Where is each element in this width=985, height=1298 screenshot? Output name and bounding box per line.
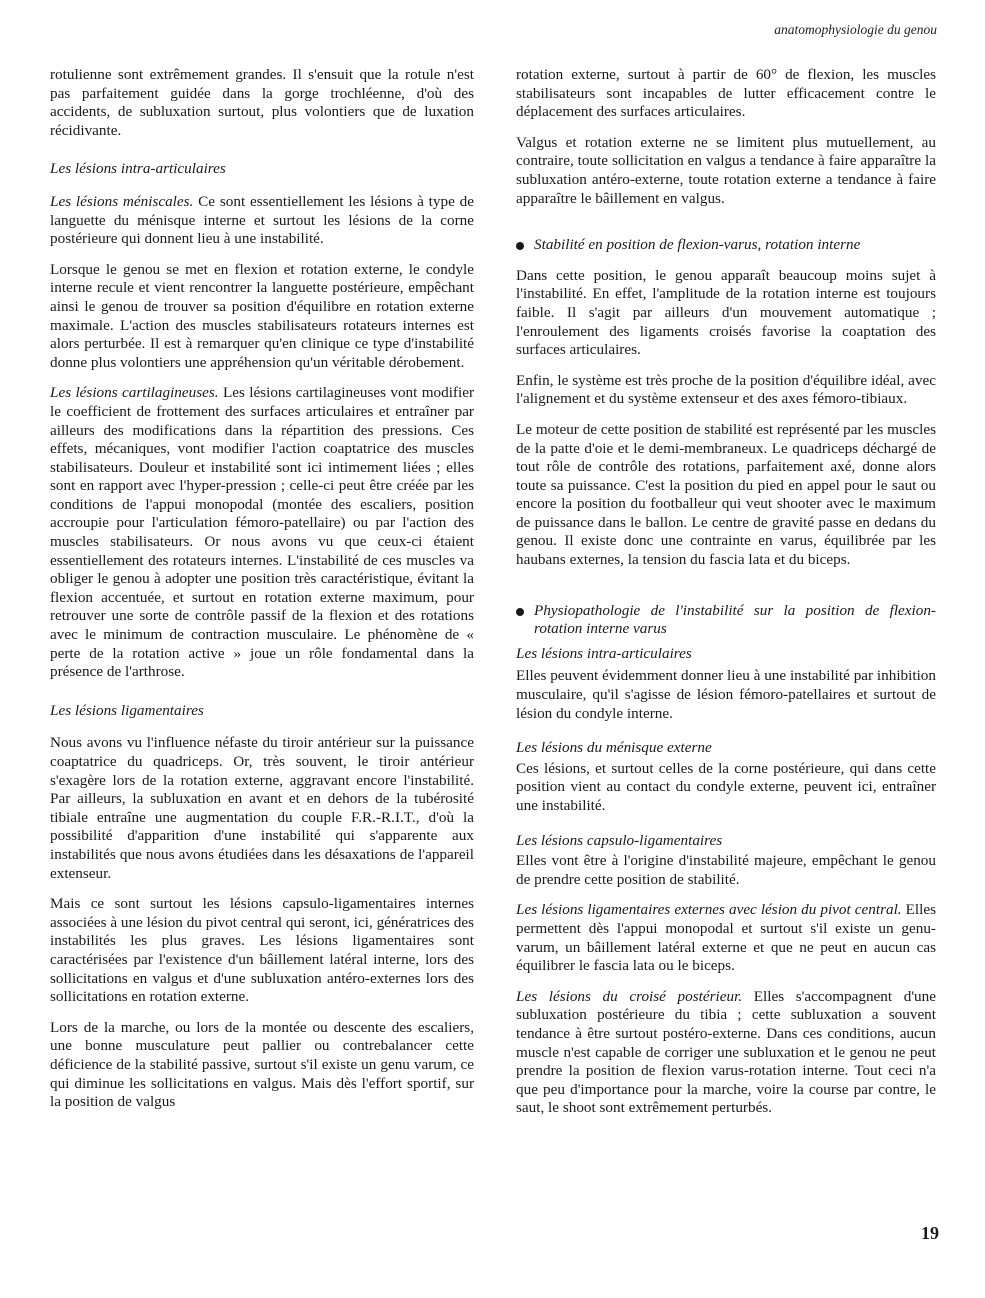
paragraph-lead: Les lésions ligamentaires externes avec lésion du pivot central.: [516, 901, 902, 919]
paragraph-lead: Les lésions cartilagineuses.: [50, 384, 219, 402]
paragraph-cartilagineuses: [50, 384, 474, 682]
paragraph: Dans cette position, le genou apparaît beaucoup moins sujet à l'instabilité. En effet, l'amplitude de la rotation interne est toujours faible. Il s'agit par ailleurs d'un mouvement automatique ; l'enroulement des ligaments croisés favorise la coaptation des surfaces articulaires.: [516, 266, 936, 359]
paragraph-lead: Les lésions du croisé postérieur.: [516, 987, 743, 1005]
paragraph-body: Les lésions cartilagineuses vont modifier le coefficient de frottement des surfaces articulaires et entraîner par ailleurs des modifications dans la répartition des pressions. Ces effets, mécaniques, vont modifier l'action coaptatrice des muscles stabilisateurs. Douleur et instabilité sont ici intimement liées ; elles sont en rapport avec l'hyper-pression ; celle-ci peut être créée par les conditions de l'appui monopodal (montée des escaliers, position accroupie pour l'articulation fémoro-patellaire) ou par l'action des muscles stabilisateurs. Or nous avons vu que ceux-ci étaient essentiellement des rotateurs internes. L'instabilité de ces muscles va obliger le genou à adopter une position très caractéristique, évitant la flexion accentuée, et surtout en rotation externe maximum, pour retrouver une sorte de contrôle passif de la flexion et des rotations avec le minimum de contraction musculaire. Le phénomène de « perte de la rotation active » joue un rôle fondamental dans la présence de l'arthrose.: [50, 384, 475, 681]
subheading-intra-articulaires: Les lésions intra-articulaires: [516, 644, 692, 662]
paragraph: Lorsque le genou se met en flexion et rotation externe, le condyle interne recule et vient rencontrer la languette postérieure, empêchant ainsi le genou de trouver sa position d'équilibre en rotation externe maximale. L'action des muscles stabilisateurs rotateurs internes est alors perturbée. Il est à remarquer qu'en clinique ce type d'instabilité donne plus volontiers une appréhension qu'un véritable dérobement.: [50, 260, 474, 371]
paragraph: Mais ce sont surtout les lésions capsulo-ligamentaires internes associées à une lésion du pivot central qui seront, ici, génératrices des instabilités les plus graves. Les lésions ligamentaires sont caractérisées par l'existence d'un bâillement latéral interne, lors des sollicitations en valgus et d'une subluxation antéro-externes lors des sollicitations en rotation externe.: [50, 895, 474, 1006]
subheading-ligamentaires: Les lésions ligamentaires: [50, 701, 204, 719]
paragraph-croise-posterieur: [516, 988, 936, 1118]
paragraph: Ces lésions, et surtout celles de la corne postérieure, qui dans cette position vient au contact du condyle externe, peuvent ici, entraîner une instabilité.: [516, 759, 936, 814]
bullet-icon: [516, 608, 524, 616]
page-number: 19: [921, 1223, 939, 1243]
left-column: [50, 66, 474, 1124]
paragraph-lead: Les lésions méniscales.: [50, 192, 194, 210]
right-column: [516, 66, 936, 1130]
section-heading-flexion-varus: [516, 236, 936, 255]
paragraph: Elles vont être à l'origine d'instabilité majeure, empêchant le genou de prendre cette position de stabilité.: [516, 852, 936, 888]
section-heading-physiopathologie: [516, 602, 936, 639]
paragraph-ligamentaires-externes: [516, 901, 936, 975]
section-heading-text: Stabilité en position de flexion-varus, rotation interne: [534, 236, 861, 254]
paragraph: rotulienne sont extrêmement grandes. Il s'ensuit que la rotule n'est pas parfaitement guidée dans la gorge trochléenne, d'où des accidents, de subluxation surtout, plus volontiers que de luxation récidivante.: [50, 66, 474, 139]
paragraph: Valgus et rotation externe ne se limitent plus mutuellement, au contraire, toute sollicitation en valgus a tendance à faire apparaître la subluxation antéro-externe, toute rotation externe a tendance à faire apparaître le bâillement en valgus.: [516, 133, 936, 207]
paragraph: Elles peuvent évidemment donner lieu à une instabilité par inhibition musculaire, qu'il s'agisse de lésion fémoro-patellaires et surtout de lésion du condyle interne.: [516, 667, 936, 722]
paragraph-meniscales: [50, 193, 474, 249]
subheading-capsulo-ligamentaires: Les lésions capsulo-ligamentaires: [516, 831, 723, 849]
running-header: anatomophysiologie du genou: [774, 22, 937, 37]
paragraph-body: Elles permettent dès l'appui monopodal et surtout s'il existe un genu-varum, un bâillement latéral externe et que ne peut en aucun cas équilibrer le fascia lata ou le biceps.: [516, 901, 936, 975]
subheading-intra-articulaires: Les lésions intra-articulaires: [50, 160, 226, 178]
paragraph: Enfin, le système est très proche de la position d'équilibre idéal, avec l'alignement et du système extenseur et des axes fémoro-tibiaux.: [516, 371, 936, 408]
paragraph: Le moteur de cette position de stabilité est représenté par les muscles de la patte d'oie et le demi-membraneux. Le quadriceps déchargé de tout rôle de contrôle des rotations, parfaitement axé, donne alors toute sa puissance. C'est la position du pied en appel pour le saut ou encore la position du footballeur qui veut shooter avec le maximum de puissance dans le ballon. Le centre de gravité passe en dedans du genou. Il existe donc une contrainte en varus, équilibrée par les haubans externes, la tension du fascia lata et du biceps.: [516, 420, 936, 569]
bullet-icon: [516, 242, 524, 250]
paragraph-body: Elles s'accompagnent d'une subluxation postérieure du tibia ; cette subluxation a souvent tendance à être surtout postéro-externe. Dans ces conditions, aucun muscle n'est capable de corriger une subluxation et le genou ne peut prendre la position de flexion varus-rotation interne. Tout ceci n'a que peu d'importance pour la marche, voire la course par contre, le saut, le shoot sont extrêmement perturbés.: [516, 987, 936, 1117]
subheading-menisque-externe: Les lésions du ménisque externe: [516, 739, 712, 757]
paragraph: Nous avons vu l'influence néfaste du tiroir antérieur sur la puissance coaptatrice du quadriceps. Or, très souvent, le tiroir antérieur s'exagère lors de la rotation externe, aggravant encore l'instabilité. Par ailleurs, la subluxation en avant et en dehors de la tubérosité tibiale entraîne une augmentation du couple F.R.-R.I.T., d'où la possibilité d'apparition d'une instabilité qui s'apparente aux instabilités que nous avons étudiées dans les désaxations de l'appareil extenseur.: [50, 734, 474, 882]
paragraph-body: Ce sont essentiellement les lésions à type de languette du ménisque interne et surtout les lésions de la corne postérieure qui donnent lieu à une instabilité.: [50, 192, 474, 248]
paragraph: Lors de la marche, ou lors de la montée ou descente des escaliers, une bonne musculature peut pallier ou contrebalancer cette déficience de la stabilité passive, surtout s'il existe un genu varum, ce qui diminue les sollicitations en valgus. Mais dès l'effort sportif, sur la position de valgus: [50, 1018, 474, 1111]
paragraph: rotation externe, surtout à partir de 60° de flexion, les muscles stabilisateurs sont incapables de lutter efficacement contre le déplacement des surfaces articulaires.: [516, 66, 936, 121]
section-heading-text: Physiopathologie de l'instabilité sur la position de flexion-rotation interne varus: [534, 601, 936, 638]
